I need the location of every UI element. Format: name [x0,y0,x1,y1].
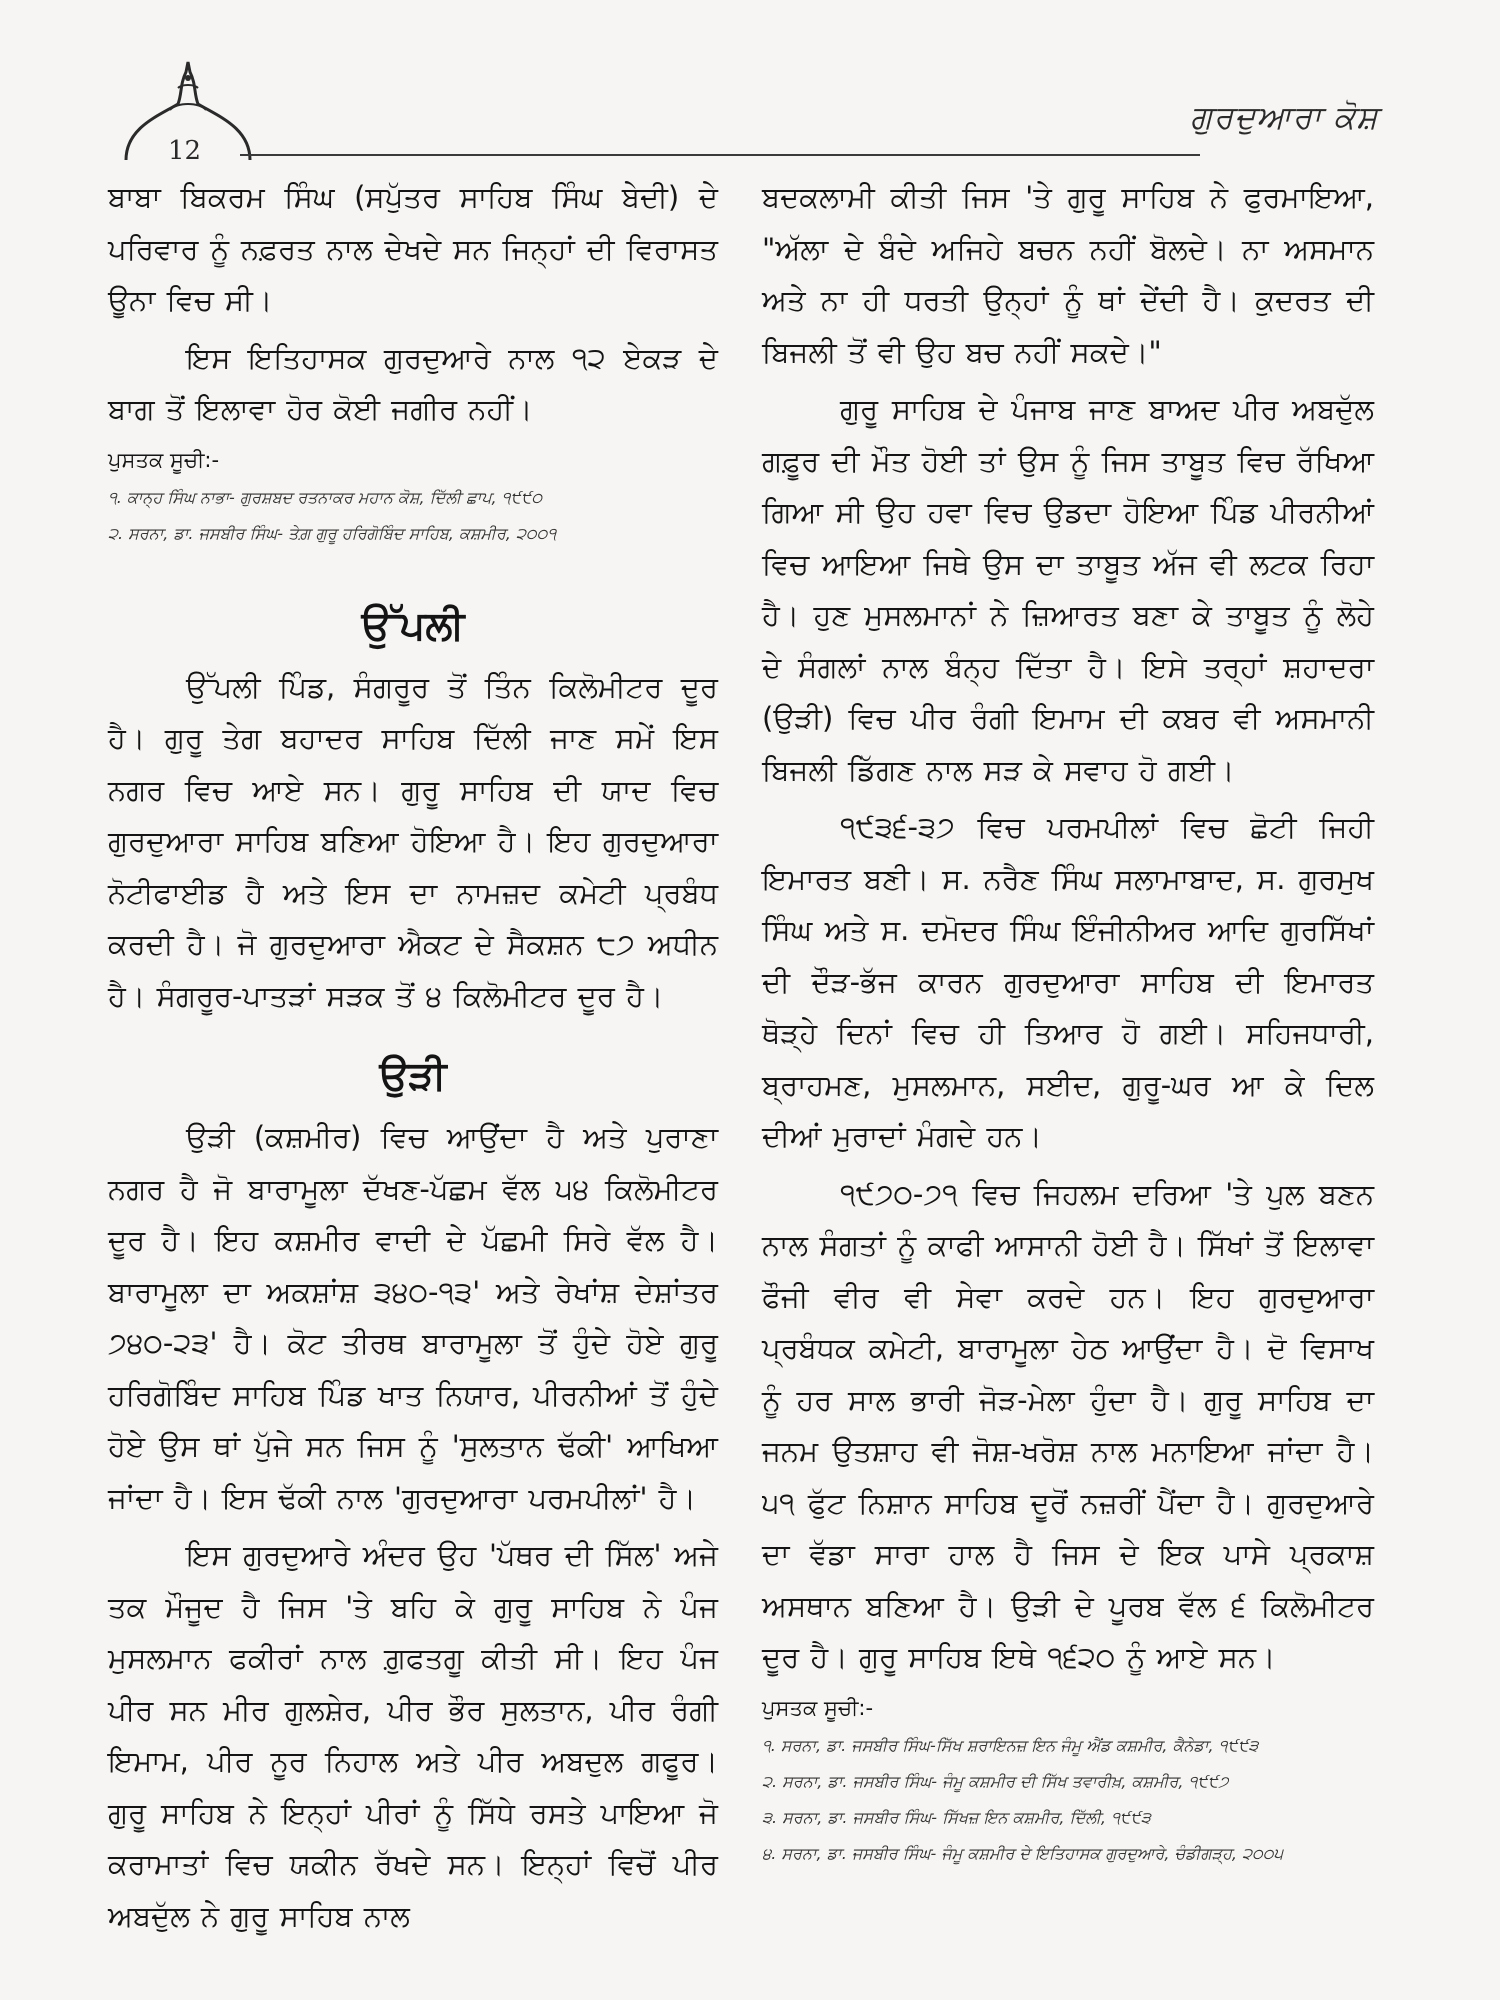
paragraph: ਇਸ ਗੁਰਦੁਆਰੇ ਅੰਦਰ ਉਹ 'ਪੱਥਰ ਦੀ ਸਿੱਲ' ਅਜੇ ਤਕ ਮੌਜੂਦ ਹੈ ਜਿਸ 'ਤੇ ਬਹਿ ਕੇ ਗੁਰੂ ਸਾਹਿਬ ਨੇ ਪੰਜ ਮੁਸਲਮਾਨ ਫਕੀਰਾਂ ਨਾਲ ਗ਼ੁਫਤਗੂ ਕੀਤੀ ਸੀ। ਇਹ ਪੰਜ ਪੀਰ ਸਨ ਮੀਰ ਗੁਲਸ਼ੇਰ, ਪੀਰ ਭੌਰ ਸੁਲਤਾਨ, ਪੀਰ ਰੰਗੀ ਇਮਾਮ, ਪੀਰ ਨੂਰ ਨਿਹਾਲ ਅਤੇ ਪੀਰ ਅਬਦੁਲ ਗਫੂਰ। ਗੁਰੂ ਸਾਹਿਬ ਨੇ ਇਨ੍ਹਾਂ ਪੀਰਾਂ ਨੂੰ ਸਿੱਧੇ ਰਸਤੇ ਪਾਇਆ ਜੋ ਕਰਾਮਾਤਾਂ ਵਿਚ ਯਕੀਨ ਰੱਖਦੇ ਸਨ। ਇਨ੍ਹਾਂ ਵਿਚੋਂ ਪੀਰ ਅਬਦੁੱਲ ਨੇ ਗੁਰੂ ਸਾਹਿਬ ਨਾਲ [108,1538,718,1933]
paragraph: ਇਸ ਇਤਿਹਾਸਕ ਗੁਰਦੁਆਰੇ ਨਾਲ ੧੨ ਏਕੜ ਦੇ ਬਾਗ ਤੋਂ ਇਲਾਵਾ ਹੋਰ ਕੋਈ ਜਗੀਰ ਨਹੀਂ। [108,340,718,426]
bibliography-label: ਪੁਸਤਕ ਸੂਚੀ:- [762,1695,874,1720]
page-header [0,0,1500,170]
header-divider [240,154,1200,156]
paragraph: ਬਾਬਾ ਬਿਕਰਮ ਸਿੰਘ (ਸਪੁੱਤਰ ਸਾਹਿਬ ਸਿੰਘ ਬੇਦੀ) ਦੇ ਪਰਿਵਾਰ ਨੂੰ ਨਫ਼ਰਤ ਨਾਲ ਦੇਖਦੇ ਸਨ ਜਿਨ੍ਹਾਂ ਦੀ ਵਿਰਾਸਤ ਊਨਾ ਵਿਚ ਸੀ। [108,180,718,317]
left-column [108,172,718,1948]
bibliography-entry: ੪. ਸਰਨਾ, ਡਾ. ਜਸਬੀਰ ਸਿੰਘ- ਜੰਮੂ ਕਸ਼ਮੀਰ ਦੇ ਇਤਿਹਾਸਕ ਗੁਰਦੁਆਰੇ, ਚੰਡੀਗੜ੍ਹ, ੨੦੦੫ [762,1843,1283,1863]
section-title-uppali: ਉੱਪਲੀ [361,602,465,649]
running-title: ਗੁਰਦੁਆਰਾ ਕੋਸ਼ [1190,98,1379,136]
bibliography-entry: ੧. ਸਰਨਾ, ਡਾ. ਜਸਬੀਰ ਸਿੰਘ-ਸਿੱਖ ਸ਼ਰਾਇਨਜ਼ ਇਨ ਜੰਮੂ ਐਂਡ ਕਸ਼ਮੀਰ, ਕੈਨੇਡਾ, ੧੯੯੩ [762,1735,1259,1755]
paragraph: ੧੯੭੦-੭੧ ਵਿਚ ਜਿਹਲਮ ਦਰਿਆ 'ਤੇ ਪੁਲ ਬਣਨ ਨਾਲ ਸੰਗਤਾਂ ਨੂੰ ਕਾਫੀ ਆਸਾਨੀ ਹੋਈ ਹੈ। ਸਿੱਖਾਂ ਤੋਂ ਇਲਾਵਾ ਫੌਜੀ ਵੀਰ ਵੀ ਸੇਵਾ ਕਰਦੇ ਹਨ। ਇਹ ਗੁਰਦੁਆਰਾ ਪ੍ਰਬੰਧਕ ਕਮੇਟੀ, ਬਾਰਾਮੂਲਾ ਹੇਠ ਆਉਂਦਾ ਹੈ। ਦੋ ਵਿਸਾਖ ਨੂੰ ਹਰ ਸਾਲ ਭਾਰੀ ਜੋੜ-ਮੇਲਾ ਹੁੰਦਾ ਹੈ। ਗੁਰੂ ਸਾਹਿਬ ਦਾ ਜਨਮ ਉਤਸ਼ਾਹ ਵੀ ਜੋਸ਼-ਖਰੋਸ਼ ਨਾਲ ਮਨਾਇਆ ਜਾਂਦਾ ਹੈ। ੫੧ ਫੁੱਟ ਨਿਸ਼ਾਨ ਸਾਹਿਬ ਦੂਰੋਂ ਨਜ਼ਰੀਂ ਪੈਂਦਾ ਹੈ। ਗੁਰਦੁਆਰੇ ਦਾ ਵੱਡਾ ਸਾਰਾ ਹਾਲ ਹੈ ਜਿਸ ਦੇ ਇਕ ਪਾਸੇ ਪ੍ਰਕਾਸ਼ ਅਸਥਾਨ ਬਣਿਆ ਹੈ। ਉੜੀ ਦੇ ਪੂਰਬ ਵੱਲ ੬ ਕਿਲੋਮੀਟਰ ਦੂਰ ਹੈ। ਗੁਰੂ ਸਾਹਿਬ ਇਥੇ ੧੬੨੦ ਨੂੰ ਆਏ ਸਨ। [762,1176,1374,1674]
paragraph: ਬਦਕਲਾਮੀ ਕੀਤੀ ਜਿਸ 'ਤੇ ਗੁਰੂ ਸਾਹਿਬ ਨੇ ਫੁਰਮਾਇਆ, "ਅੱਲਾ ਦੇ ਬੰਦੇ ਅਜਿਹੇ ਬਚਨ ਨਹੀਂ ਬੋਲਦੇ। ਨਾ ਅਸਮਾਨ ਅਤੇ ਨਾ ਹੀ ਧਰਤੀ ਉਨ੍ਹਾਂ ਨੂੰ ਥਾਂ ਦੇਂਦੀ ਹੈ। ਕੁਦਰਤ ਦੀ ਬਿਜਲੀ ਤੋਂ ਵੀ ਉਹ ਬਚ ਨਹੀਂ ਸਕਦੇ।" [762,180,1374,369]
paragraph: ਉੱਪਲੀ ਪਿੰਡ, ਸੰਗਰੂਰ ਤੋਂ ਤਿੰਨ ਕਿਲੋਮੀਟਰ ਦੂਰ ਹੈ। ਗੁਰੂ ਤੇਗ ਬਹਾਦਰ ਸਾਹਿਬ ਦਿੱਲੀ ਜਾਣ ਸਮੇਂ ਇਸ ਨਗਰ ਵਿਚ ਆਏ ਸਨ। ਗੁਰੂ ਸਾਹਿਬ ਦੀ ਯਾਦ ਵਿਚ ਗੁਰਦੁਆਰਾ ਸਾਹਿਬ ਬਣਿਆ ਹੋਇਆ ਹੈ। ਇਹ ਗੁਰਦੁਆਰਾ ਨੋਟੀਫਾਈਡ ਹੈ ਅਤੇ ਇਸ ਦਾ ਨਾਮਜ਼ਦ ਕਮੇਟੀ ਪ੍ਰਬੰਧ ਕਰਦੀ ਹੈ। ਜੋ ਗੁਰਦੁਆਰਾ ਐਕਟ ਦੇ ਸੈਕਸ਼ਨ ੮੭ ਅਧੀਨ ਹੈ। ਸੰਗਰੂਰ-ਪਾਤੜਾਂ ਸੜਕ ਤੋਂ ੪ ਕਿਲੋਮੀਟਰ ਦੂਰ ਹੈ। [108,669,718,1013]
paragraph: ੧੯੩੬-੩੭ ਵਿਚ ਪਰਮਪੀਲਾਂ ਵਿਚ ਛੋਟੀ ਜਿਹੀ ਇਮਾਰਤ ਬਣੀ। ਸ. ਨਰੈਣ ਸਿੰਘ ਸਲਾਮਾਬਾਦ, ਸ. ਗੁਰਮੁਖ ਸਿੰਘ ਅਤੇ ਸ. ਦਮੋਦਰ ਸਿੰਘ ਇੰਜੀਨੀਅਰ ਆਦਿ ਗੁਰਸਿੱਖਾਂ ਦੀ ਦੌੜ-ਭੱਜ ਕਾਰਨ ਗੁਰਦੁਆਰਾ ਸਾਹਿਬ ਦੀ ਇਮਾਰਤ ਥੋੜ੍ਹੇ ਦਿਨਾਂ ਵਿਚ ਹੀ ਤਿਆਰ ਹੋ ਗਈ। ਸਹਿਜਧਾਰੀ, ਬ੍ਰਾਹਮਣ, ਮੁਸਲਮਾਨ, ਸਈਦ, ਗੁਰੂ-ਘਰ ਆ ਕੇ ਦਿਲ ਦੀਆਂ ਮੁਰਾਦਾਂ ਮੰਗਦੇ ਹਨ। [762,810,1374,1153]
page-number: 12 [168,136,202,166]
paragraph: ਗੁਰੂ ਸਾਹਿਬ ਦੇ ਪੰਜਾਬ ਜਾਣ ਬਾਅਦ ਪੀਰ ਅਬਦੁੱਲ ਗਫ਼ੂਰ ਦੀ ਮੌਤ ਹੋਈ ਤਾਂ ਉਸ ਨੂੰ ਜਿਸ ਤਾਬੂਤ ਵਿਚ ਰੱਖਿਆ ਗਿਆ ਸੀ ਉਹ ਹਵਾ ਵਿਚ ਉਡਦਾ ਹੋਇਆ ਪਿੰਡ ਪੀਰਨੀਆਂ ਵਿਚ ਆਇਆ ਜਿਥੇ ਉਸ ਦਾ ਤਾਬੂਤ ਅੱਜ ਵੀ ਲਟਕ ਰਿਹਾ ਹੈ। ਹੁਣ ਮੁਸਲਮਾਨਾਂ ਨੇ ਜ਼ਿਆਰਤ ਬਣਾ ਕੇ ਤਾਬੂਤ ਨੂੰ ਲੋਹੇ ਦੇ ਸੰਗਲਾਂ ਨਾਲ ਬੰਨ੍ਹ ਦਿੱਤਾ ਹੈ। ਇਸੇ ਤਰ੍ਹਾਂ ਸ਼ਹਾਦਰਾ (ਉੜੀ) ਵਿਚ ਪੀਰ ਰੰਗੀ ਇਮਾਮ ਦੀ ਕਬਰ ਵੀ ਅਸਮਾਨੀ ਬਿਜਲੀ ਡਿੱਗਣ ਨਾਲ ਸੜ ਕੇ ਸਵਾਹ ਹੋ ਗਈ। [762,392,1374,787]
bibliography-entry: ੩. ਸਰਨਾ, ਡਾ. ਜਸਬੀਰ ਸਿੰਘ- ਸਿੱਖਜ਼ ਇਨ ਕਸ਼ਮੀਰ, ਦਿੱਲੀ, ੧੯੯੩ [762,1807,1151,1827]
bibliography-entry: ੨. ਸਰਨਾ, ਡਾ. ਜਸਬੀਰ ਸਿੰਘ- ਜੰਮੂ ਕਸ਼ਮੀਰ ਦੀ ਸਿੱਖ ਤਵਾਰੀਖ਼, ਕਸ਼ਮੀਰ, ੧੯੯੭ [762,1771,1229,1791]
bibliography-entry: ੨. ਸਰਨਾ, ਡਾ. ਜਸਬੀਰ ਸਿੰਘ- ਤੇਗ਼ ਗੁਰੂ ਹਰਿਗੋਬਿੰਦ ਸਾਹਿਬ, ਕਸ਼ਮੀਰ, ੨੦੦੧ [108,523,557,543]
bibliography-label: ਪੁਸਤਕ ਸੂਚੀ:- [108,447,220,472]
section-title-uri: ਉੜੀ [379,1053,447,1099]
paragraph: ਉੜੀ (ਕਸ਼ਮੀਰ) ਵਿਚ ਆਉਂਦਾ ਹੈ ਅਤੇ ਪੁਰਾਣਾ ਨਗਰ ਹੈ ਜੋ ਬਾਰਾਮੂਲਾ ਦੱਖਣ-ਪੱਛਮ ਵੱਲ ੫੪ ਕਿਲੋਮੀਟਰ ਦੂਰ ਹੈ। ਇਹ ਕਸ਼ਮੀਰ ਵਾਦੀ ਦੇ ਪੱਛਮੀ ਸਿਰੇ ਵੱਲ ਹੈ। ਬਾਰਾਮੂਲਾ ਦਾ ਅਕਸ਼ਾਂਸ਼ ੩੪੦-੧੩' ਅਤੇ ਰੇਖਾਂਸ਼ ਦੇਸ਼ਾਂਤਰ ੭੪੦-੨੩' ਹੈ। ਕੋਟ ਤੀਰਥ ਬਾਰਾਮੂਲਾ ਤੋਂ ਹੁੰਦੇ ਹੋਏ ਗੁਰੂ ਹਰਿਗੋਬਿੰਦ ਸਾਹਿਬ ਪਿੰਡ ਖਾਤ ਨਿਯਾਰ, ਪੀਰਨੀਆਂ ਤੋਂ ਹੁੰਦੇ ਹੋਏ ਉਸ ਥਾਂ ਪੁੱਜੇ ਸਨ ਜਿਸ ਨੂੰ 'ਸੁਲਤਾਨ ਢੱਕੀ' ਆਖਿਆ ਜਾਂਦਾ ਹੈ। ਇਸ ਢੱਕੀ ਨਾਲ 'ਗੁਰਦੁਆਰਾ ਪਰਮਪੀਲਾਂ' ਹੈ। [108,1120,718,1515]
right-column [762,172,1374,1872]
bibliography-entry: ੧. ਕਾਨ੍ਹ ਸਿੰਘ ਨਾਭਾ- ਗੁਰਸ਼ਬਦ ਰਤਨਾਕਰ ਮਹਾਨ ਕੋਸ਼, ਦਿੱਲੀ ਛਾਪ, ੧੯੯੦ [108,487,543,507]
